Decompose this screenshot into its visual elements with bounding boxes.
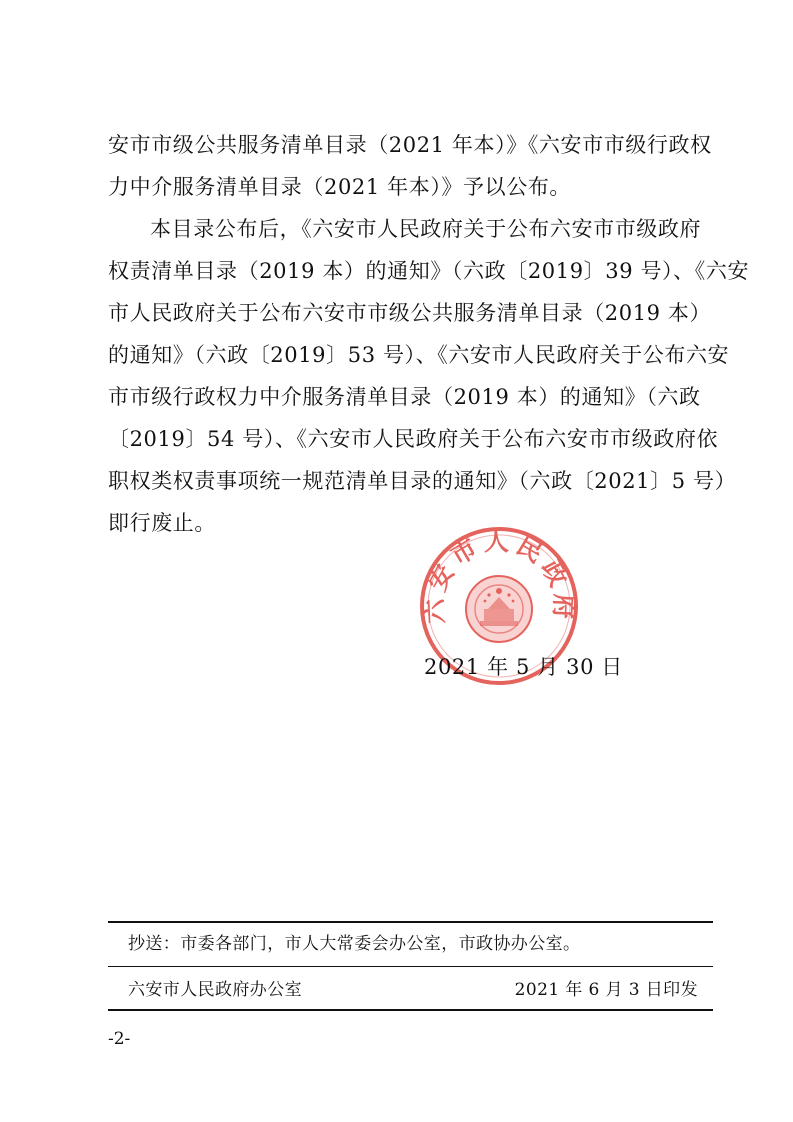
body-line: 安市市级公共服务清单目录（2021 年本）》《六安市市级行政权	[108, 133, 712, 157]
footer-bottom-rule	[108, 1009, 713, 1011]
footer-top-rule	[108, 921, 713, 923]
body-line: 〔2019〕54 号）、《六安市人民政府关于公布六安市市级政府依	[108, 427, 719, 451]
body-line: 市人民政府关于公布六安市市级公共服务清单目录（2019 本）	[108, 301, 712, 325]
body-line: 权责清单目录（2019 本）的通知》（六政〔2019〕39 号）、《六安	[108, 259, 750, 283]
svg-text:六安市人民政府: 六安市人民政府	[419, 527, 579, 625]
body-line: 的通知》（六政〔2019〕53 号）、《六安市人民政府关于公布六安	[108, 343, 730, 367]
cc-recipients: 抄送：市委各部门，市人大常委会办公室，市政协办公室。	[128, 934, 581, 954]
page-number: -2-	[108, 1029, 131, 1049]
document-body	[108, 124, 750, 544]
body-line: 职权类权责事项统一规范清单目录的通知》（六政〔2021〕5 号）	[108, 469, 737, 493]
print-date: 2021 年 6 月 3 日印发	[514, 980, 698, 1000]
signature-date: 2021 年 5 月 30 日	[424, 655, 623, 679]
body-line: 市市级行政权力中介服务清单目录（2019 本）的通知》（六政	[108, 385, 701, 409]
footer-middle-rule	[108, 966, 713, 967]
issuing-office: 六安市人民政府办公室	[128, 980, 302, 1000]
body-line: 即行废止。	[108, 511, 216, 535]
body-line: 力中介服务清单目录（2021 年本）》予以公布。	[108, 175, 572, 199]
body-line: 本目录公布后，《六安市人民政府关于公布六安市市级政府	[150, 217, 702, 241]
